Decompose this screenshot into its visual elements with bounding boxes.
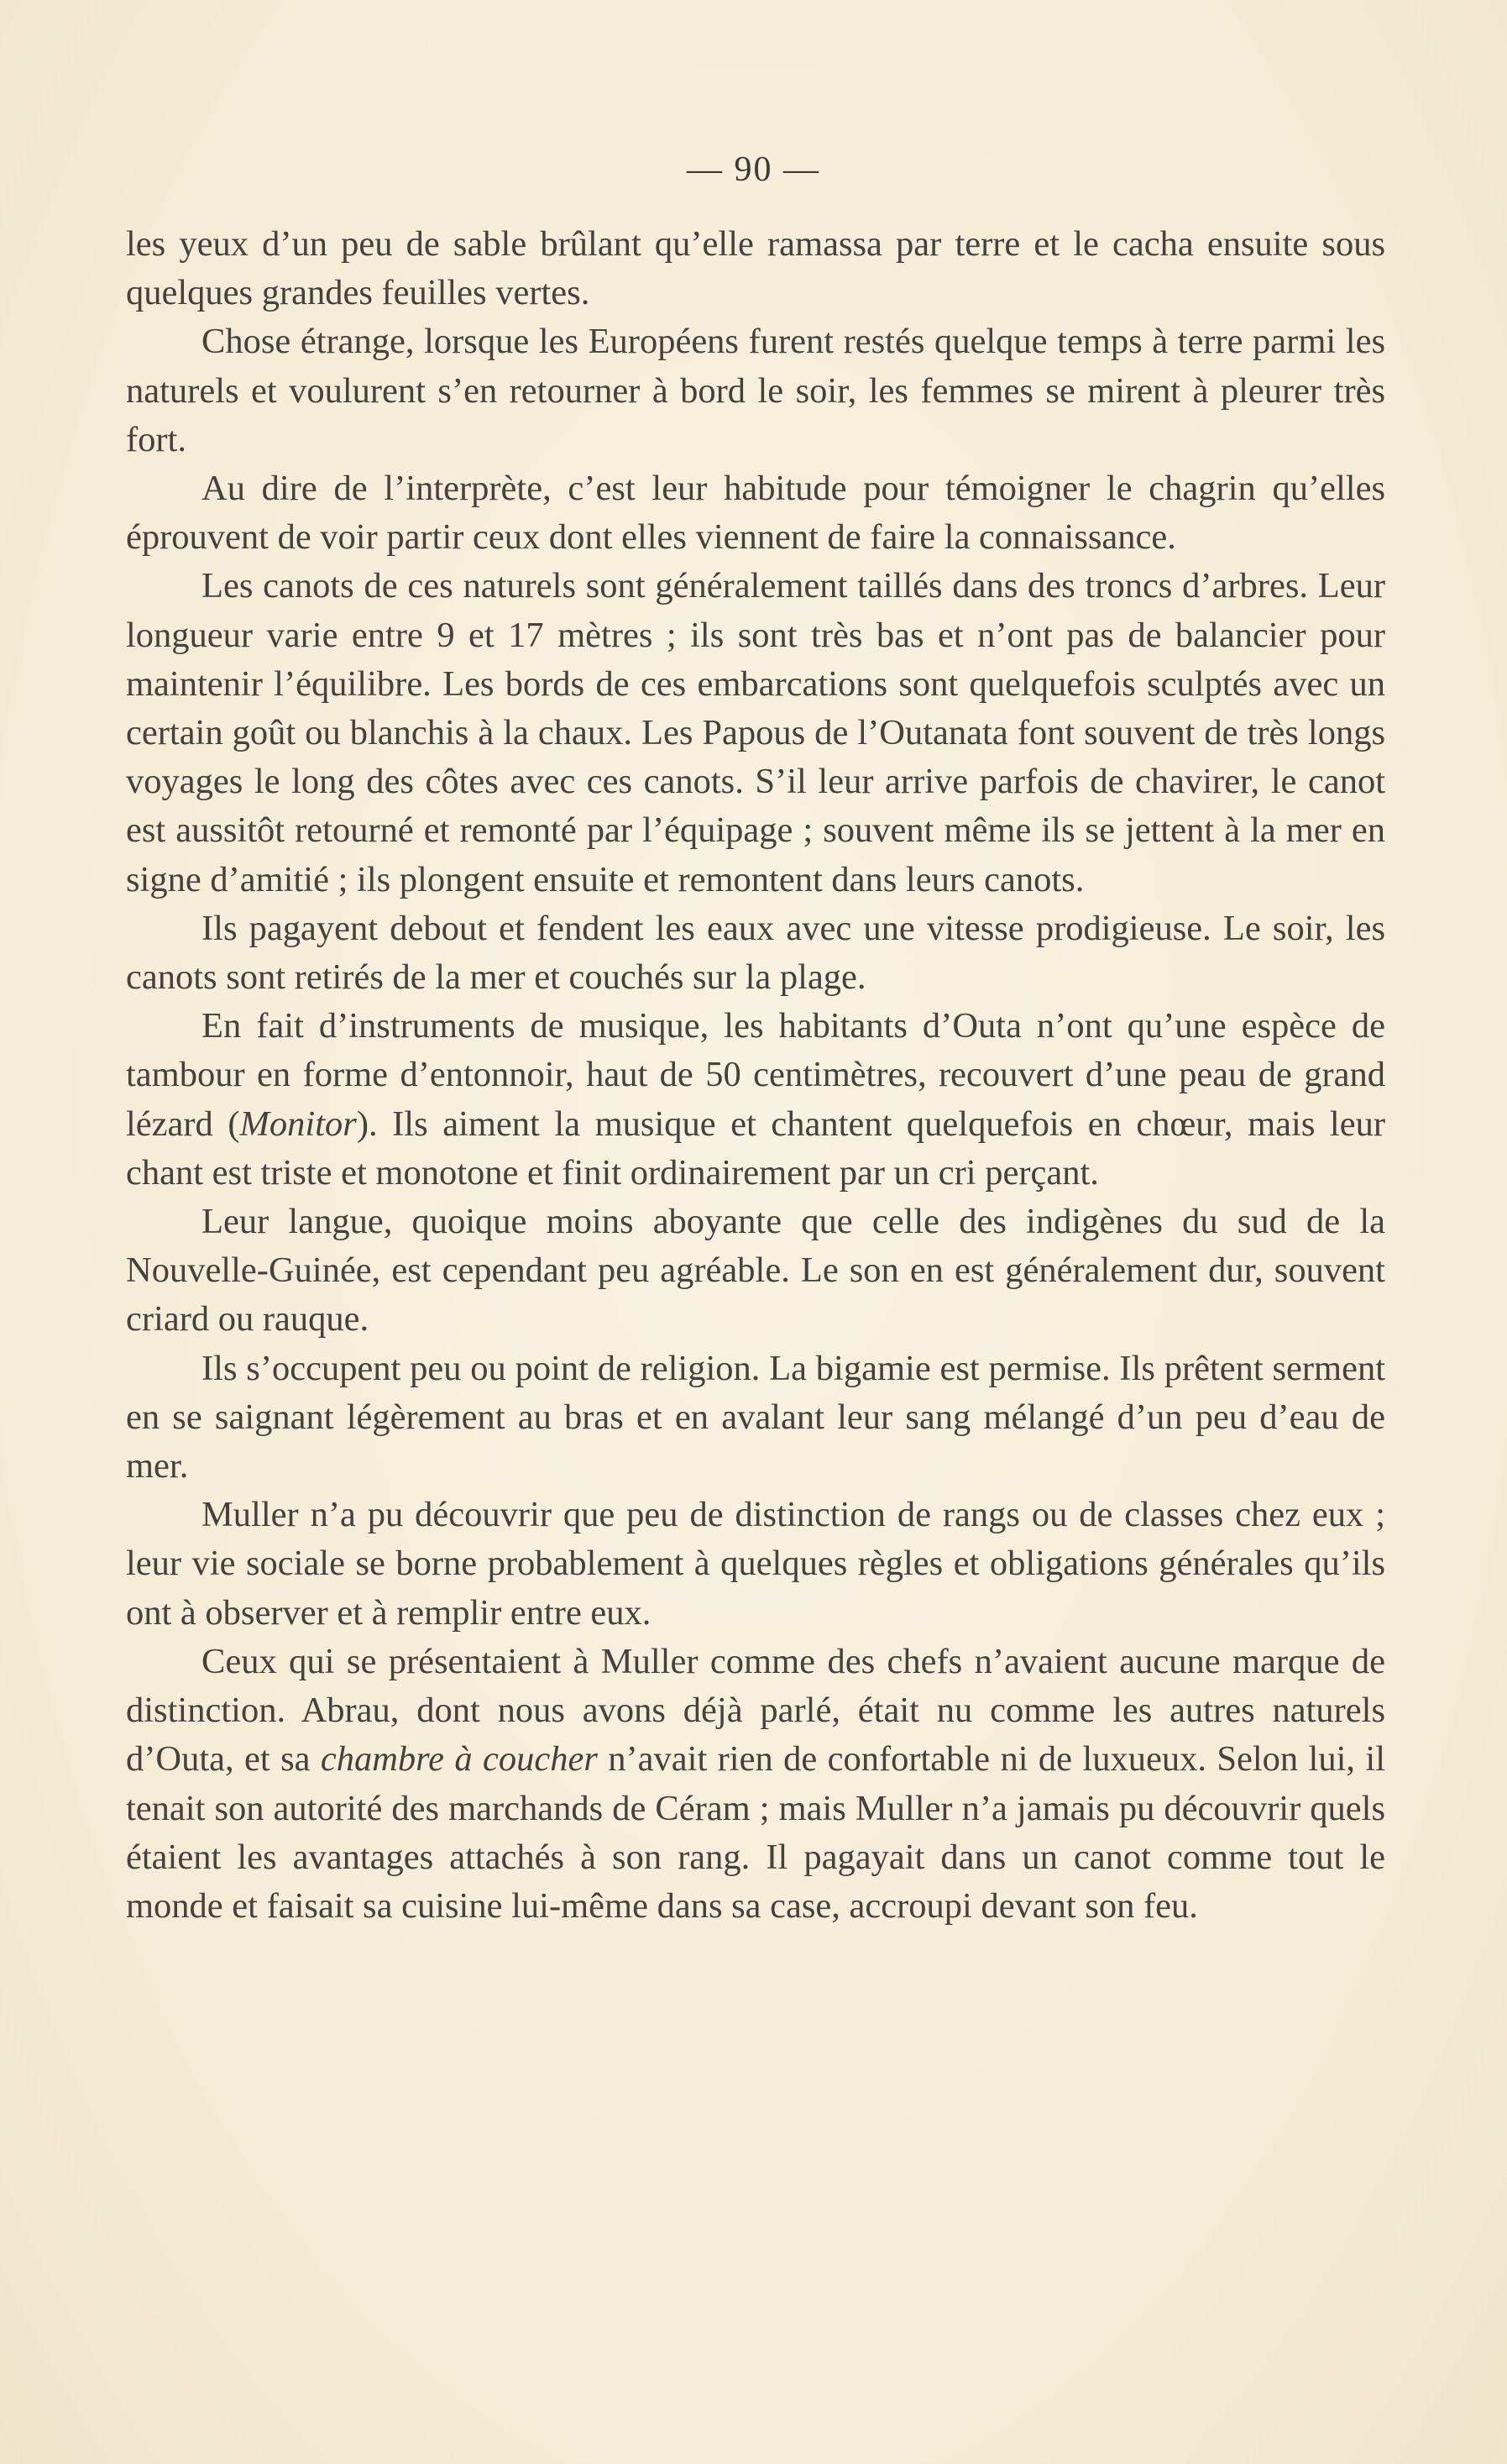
paragraph-p4 — [126, 562, 1385, 904]
text-run: ). Ils aiment la musique et chantent quelquefois en chœur, mais leur chant est triste et monotone et finit ordinairement par un cri perçant. — [126, 1104, 1385, 1193]
paragraph-p10 — [126, 1638, 1385, 1931]
paragraph-p8 — [126, 1345, 1385, 1492]
text-run: Leur langue, quoique moins aboyante que celle des indigènes du sud de la Nouvelle-Guinée, est cependant peu agréable. Le son en est généralement dur, souvent criard ou rauque. — [126, 1202, 1385, 1339]
text-run: Muller n’a pu découvrir que peu de distinction de rangs ou de classes chez eux ; leur vie sociale se borne probablement à quelques règles et obligations générales qu’ils ont à observer et à remplir entre eux. — [126, 1495, 1385, 1633]
page-number: — 90 — — [687, 150, 820, 189]
body-text — [126, 220, 1385, 1931]
paragraph-p7 — [126, 1198, 1385, 1345]
paragraph-p2 — [126, 317, 1385, 464]
text-run: Les canots de ces naturels sont généralement taillés dans des troncs d’arbres. Leur longueur varie entre 9 et 17 mètres ; ils sont très bas et n’ont pas de balancier pour maintenir l’équilibre. Les bords de ces embarcations sont quelquefois sculptés avec un certain goût ou blanchis à la chaux. Les Papous de l’Outanata font souvent de très longs voyages le long des côtes avec ces canots. S’il leur arrive parfois de chavirer, le canot est aussitôt retourné et remonté par l’équipage ; souvent même ils se jettent à la mer en signe d’amitié ; ils plongent ensuite et remontent dans leurs canots. — [126, 566, 1385, 899]
text-run: Au dire de l’interprète, c’est leur habitude pour témoigner le chagrin qu’elles éprouvent de voir partir ceux dont elles viennent de faire la connaissance. — [126, 469, 1385, 558]
text-run: n’avait rien de confortable ni de luxueux. Selon lui, il tenait son autorité des marchands de Céram ; mais Muller n’a jamais pu découvrir quels étaient les avantages attachés à son rang. Il pagayait dans un canot comme tout le monde et faisait sa cuisine lui-même dans sa case, accroupi devant son feu. — [126, 1739, 1386, 1926]
italic-text: chambre à coucher — [320, 1739, 598, 1780]
text-run: Ceux qui se présentaient à Muller comme des chefs n’avaient aucune marque de distinction. Abrau, dont nous avons déjà parlé, était nu comme les autres naturels d’Outa, et sa — [126, 1641, 1385, 1780]
text-run: Ils s’occupent peu ou point de religion. La bigamie est permise. Ils prêtent serment en se saignant légèrement au bras et en avalant leur sang mélangé d’un peu d’eau de mer. — [126, 1348, 1385, 1486]
text-run: En fait d’instruments de musique, les habitants d’Outa n’ont qu’une espèce de tambour en forme d’entonnoir, haut de 50 centimètres, recouvert d’une peau de grand lézard ( — [126, 1006, 1385, 1144]
text-run: les yeux d’un peu de sable brûlant qu’elle ramassa par terre et le cacha ensuite sous quelques grandes feuilles vertes. — [126, 224, 1385, 313]
paragraph-p9 — [126, 1491, 1385, 1638]
italic-text: Monitor — [239, 1104, 357, 1144]
text-run: Chose étrange, lorsque les Européens furent restés quelque temps à terre parmi les naturels et voulurent s’en retourner à bord le soir, les femmes se mirent à pleurer très fort. — [126, 322, 1385, 459]
paragraph-p5 — [126, 904, 1385, 1002]
paragraph-p1 — [126, 220, 1385, 317]
text-run: Ils pagayent debout et fendent les eaux avec une vitesse prodigieuse. Le soir, les canots sont retirés de la mer et couchés sur la plage. — [126, 908, 1385, 998]
paragraph-p3 — [126, 464, 1385, 562]
paragraph-p6 — [126, 1002, 1385, 1198]
